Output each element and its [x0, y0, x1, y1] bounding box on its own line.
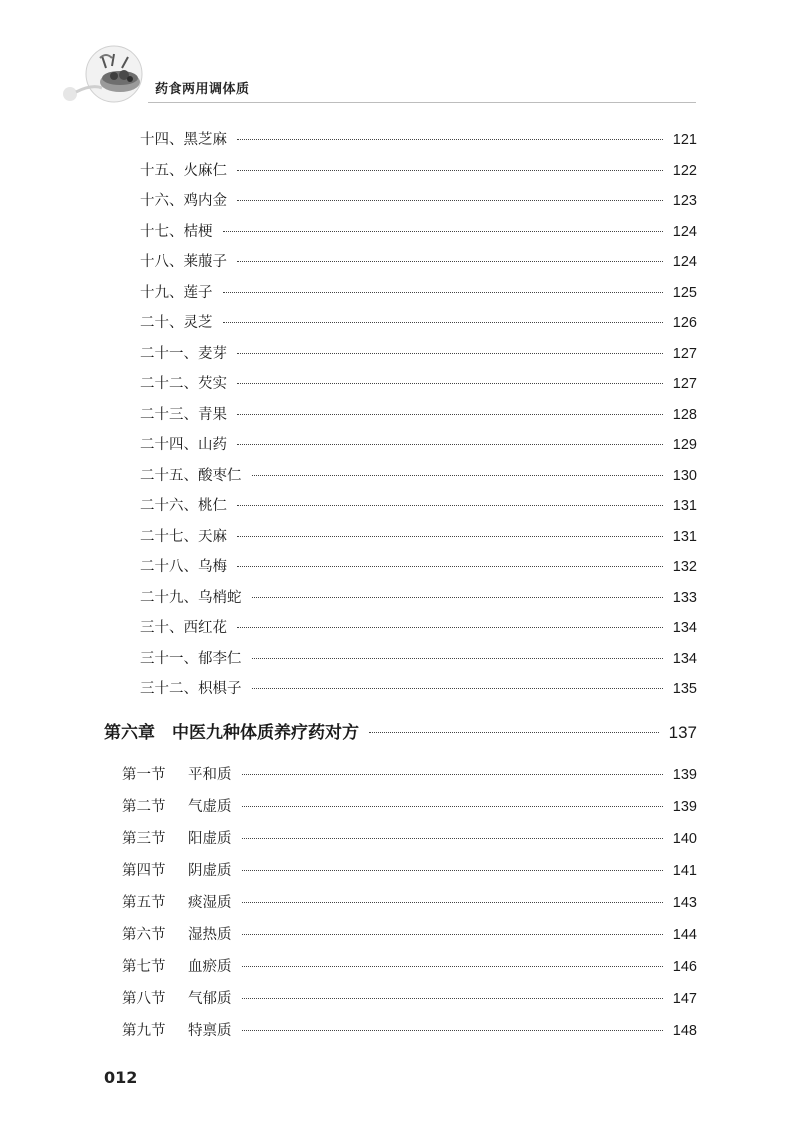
toc-entry[interactable] [140, 128, 697, 149]
toc-entry-label: 二十五、酸枣仁 [140, 467, 242, 484]
toc-section[interactable] [122, 763, 697, 784]
toc-entry-label: 十八、莱菔子 [140, 254, 227, 270]
dot-leader [223, 231, 664, 232]
toc-entry[interactable] [140, 586, 697, 607]
dot-leader [237, 170, 663, 171]
toc-section-label [122, 955, 232, 976]
toc-entry-page: 125 [672, 284, 697, 301]
toc-section-page: 140 [672, 831, 697, 847]
toc-entry-page: 131 [672, 498, 697, 514]
toc-section-page: 139 [672, 767, 697, 783]
section-number: 第五节 [122, 895, 166, 911]
toc-section[interactable] [122, 955, 697, 976]
toc-entry-page: 127 [672, 345, 697, 362]
chapter-title: 第六章 中医九种体质养疗药对方 [104, 723, 359, 743]
toc-entry-page: 123 [672, 193, 697, 209]
dot-leader [242, 902, 664, 903]
section-number: 第三节 [122, 831, 166, 847]
toc-section[interactable] [122, 891, 697, 912]
dot-leader [223, 322, 664, 323]
dot-leader [237, 414, 663, 415]
dot-leader [252, 597, 664, 598]
toc-entry[interactable] [140, 220, 697, 241]
section-number: 第二节 [122, 799, 166, 815]
dot-leader [242, 838, 664, 839]
toc-section-page: 147 [672, 991, 697, 1007]
section-number: 第四节 [122, 863, 166, 879]
toc-entry-label: 二十九、乌梢蛇 [140, 589, 242, 606]
dot-leader [237, 261, 663, 262]
toc-entry-label: 二十八、乌梅 [140, 559, 227, 575]
dot-leader [223, 292, 664, 293]
toc-entry-label: 十五、火麻仁 [140, 162, 227, 179]
toc-entry[interactable] [140, 464, 697, 485]
section-number: 第一节 [122, 767, 166, 783]
toc-entry[interactable] [140, 494, 697, 515]
dot-leader [237, 139, 663, 140]
toc-section[interactable] [122, 987, 697, 1008]
toc-section-page: 144 [672, 927, 697, 943]
toc-section-page: 141 [672, 863, 697, 879]
toc-entry-page: 128 [672, 406, 697, 423]
section-number: 第七节 [122, 959, 166, 975]
section-number: 第六节 [122, 927, 166, 943]
toc-section[interactable] [122, 1019, 697, 1040]
section-title: 气虚质 [188, 799, 232, 815]
toc-section-label [122, 987, 232, 1008]
section-number: 第九节 [122, 1023, 166, 1039]
toc-entry-label: 十九、莲子 [140, 284, 213, 301]
toc-section-label [122, 891, 232, 912]
toc-entry[interactable] [140, 372, 697, 393]
toc-section-label [122, 923, 232, 944]
dot-leader [252, 475, 664, 476]
toc-section[interactable] [122, 859, 697, 880]
dot-leader [242, 774, 664, 775]
toc-entry[interactable] [140, 281, 697, 302]
toc-section[interactable] [122, 923, 697, 944]
page-number: 012 [104, 1068, 138, 1087]
toc-section-page: 146 [672, 959, 697, 975]
toc-section-page: 143 [672, 895, 697, 911]
toc-entry-page: 134 [672, 620, 697, 636]
toc-entry[interactable] [140, 677, 697, 698]
toc-entry-page: 134 [672, 650, 697, 667]
dot-leader [252, 688, 664, 689]
toc-entry-label: 二十、灵芝 [140, 315, 213, 331]
toc-entry-label: 二十三、青果 [140, 406, 227, 423]
dot-leader [237, 200, 663, 201]
toc-section-label [122, 827, 232, 848]
toc-section-label [122, 763, 232, 784]
dot-leader [242, 1030, 664, 1031]
toc-entry-label: 三十、西红花 [140, 620, 227, 636]
toc-entry-page: 131 [672, 528, 697, 545]
toc-entry[interactable] [140, 311, 697, 332]
dot-leader [242, 806, 664, 807]
toc-entry[interactable] [140, 250, 697, 271]
dot-leader [237, 505, 663, 506]
toc-entry-page: 124 [672, 223, 697, 240]
section-title: 血瘀质 [188, 959, 232, 975]
toc-entry-label: 十六、鸡内金 [140, 193, 227, 209]
toc-chapter[interactable] [104, 718, 697, 743]
toc-entry-label: 三十二、枳椇子 [140, 681, 242, 697]
section-title: 气郁质 [188, 991, 232, 1007]
section-number: 第八节 [122, 991, 166, 1007]
dot-leader [237, 566, 663, 567]
dot-leader [242, 998, 664, 999]
chapter-page: 137 [668, 723, 697, 742]
toc-entry[interactable] [140, 159, 697, 180]
section-title: 阳虚质 [188, 831, 232, 847]
toc-section-page: 148 [672, 1023, 697, 1039]
toc-entry[interactable] [140, 555, 697, 576]
toc-entry[interactable] [140, 342, 697, 363]
toc-entry[interactable] [140, 525, 697, 546]
section-title: 痰湿质 [188, 895, 232, 911]
dot-leader [237, 444, 663, 445]
toc-entry-label: 二十二、芡实 [140, 376, 227, 392]
toc-entry-page: 135 [672, 681, 697, 697]
section-title: 湿热质 [188, 927, 232, 943]
toc-entry[interactable] [140, 403, 697, 424]
toc-entry[interactable] [140, 616, 697, 637]
dot-leader [242, 870, 664, 871]
toc-entry-page: 122 [672, 162, 697, 179]
section-title: 特禀质 [188, 1023, 232, 1039]
toc-section-label [122, 1019, 232, 1040]
section-title: 阴虚质 [188, 863, 232, 879]
toc-section[interactable] [122, 795, 697, 816]
toc-section-label [122, 859, 232, 880]
dot-leader [369, 732, 659, 733]
toc-entry-label: 二十七、天麻 [140, 528, 227, 545]
toc-entry-label: 十七、桔梗 [140, 223, 213, 240]
toc-section-label [122, 795, 232, 816]
toc-entry[interactable] [140, 189, 697, 210]
section-title: 平和质 [188, 767, 232, 783]
toc-section-page: 139 [672, 799, 697, 815]
dot-leader [252, 658, 664, 659]
toc-entry-page: 126 [672, 315, 697, 331]
toc-entry-page: 129 [672, 437, 697, 453]
book-title: 药食两用调体质 [155, 82, 250, 97]
dot-leader [242, 966, 664, 967]
toc-entry-page: 130 [672, 467, 697, 484]
dot-leader [237, 383, 663, 384]
toc-entry-page: 132 [672, 559, 697, 575]
toc-entry-label: 二十六、桃仁 [140, 498, 227, 514]
toc-entry[interactable] [140, 647, 697, 668]
toc-entry-label: 三十一、郁李仁 [140, 650, 242, 667]
toc-entry-page: 127 [672, 376, 697, 392]
toc-entry-label: 十四、黑芝麻 [140, 132, 227, 148]
toc-entry-page: 133 [672, 589, 697, 606]
toc-entry-label: 二十四、山药 [140, 437, 227, 453]
dot-leader [237, 627, 663, 628]
toc-section[interactable] [122, 827, 697, 848]
toc-entry-page: 124 [672, 254, 697, 270]
dot-leader [237, 353, 663, 354]
dot-leader [242, 934, 664, 935]
toc-entry[interactable] [140, 433, 697, 454]
toc-entry-page: 121 [672, 132, 697, 148]
dot-leader [237, 536, 663, 537]
toc-entry-label: 二十一、麦芽 [140, 345, 227, 362]
